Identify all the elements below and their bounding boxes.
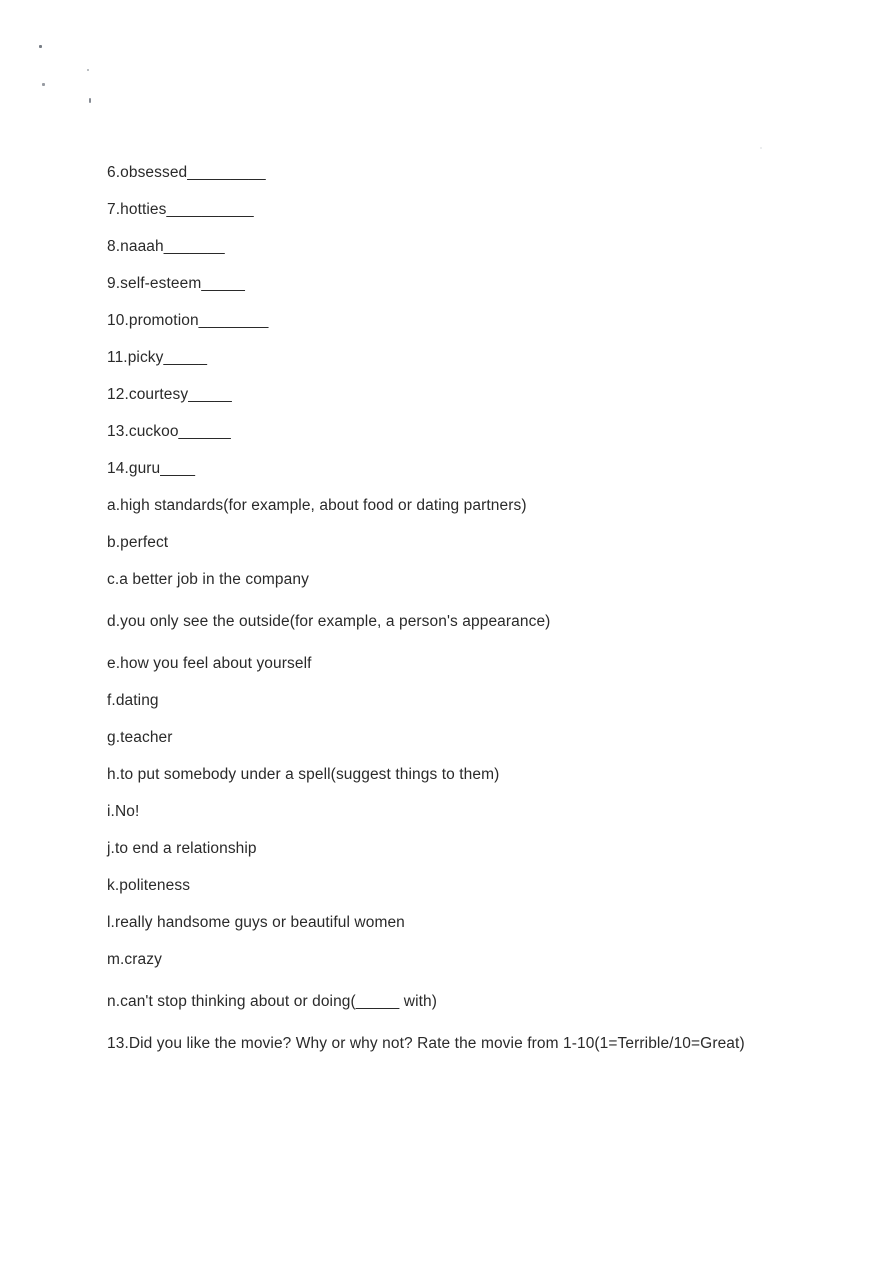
definition-m: m.crazy (107, 951, 162, 968)
definition-d: d.you only see the outside(for example, a person's appearance) (107, 613, 551, 630)
definition-g: g.teacher (107, 729, 173, 746)
vocab-item-9: 9.self-esteem_____ (107, 275, 245, 292)
definition-e: e.how you feel about yourself (107, 655, 312, 672)
scan-speck (39, 45, 42, 48)
definition-f: f.dating (107, 692, 159, 709)
vocab-item-12: 12.courtesy_____ (107, 386, 232, 403)
definition-c: c.a better job in the company (107, 571, 309, 588)
scan-speck (42, 83, 45, 86)
scan-speck (87, 69, 89, 71)
vocab-item-6: 6.obsessed_________ (107, 164, 266, 181)
definition-j: j.to end a relationship (107, 840, 257, 857)
vocab-item-11: 11.picky_____ (107, 349, 208, 366)
vocab-item-7: 7.hotties__________ (107, 201, 254, 218)
definition-a: a.high standards(for example, about food or dating partners) (107, 497, 527, 514)
vocab-item-13: 13.cuckoo______ (107, 423, 231, 440)
scan-speck (89, 98, 91, 103)
definition-h: h.to put somebody under a spell(suggest things to them) (107, 766, 500, 783)
vocab-item-14: 14.guru____ (107, 460, 196, 477)
worksheet-content (107, 162, 827, 1070)
definition-i: i.No! (107, 803, 140, 820)
scan-speck (760, 147, 762, 149)
vocab-item-10: 10.promotion________ (107, 312, 269, 329)
definition-k: k.politeness (107, 877, 191, 894)
definition-n: n.can't stop thinking about or doing(_____ with) (107, 993, 438, 1010)
definition-b: b.perfect (107, 534, 169, 551)
vocab-item-8: 8.naaah_______ (107, 238, 225, 255)
question-movie-rating: 13.Did you like the movie? Why or why not? Rate the movie from 1-10(1=Terrible/10=Great) (107, 1035, 745, 1052)
definition-l: l.really handsome guys or beautiful women (107, 914, 405, 931)
